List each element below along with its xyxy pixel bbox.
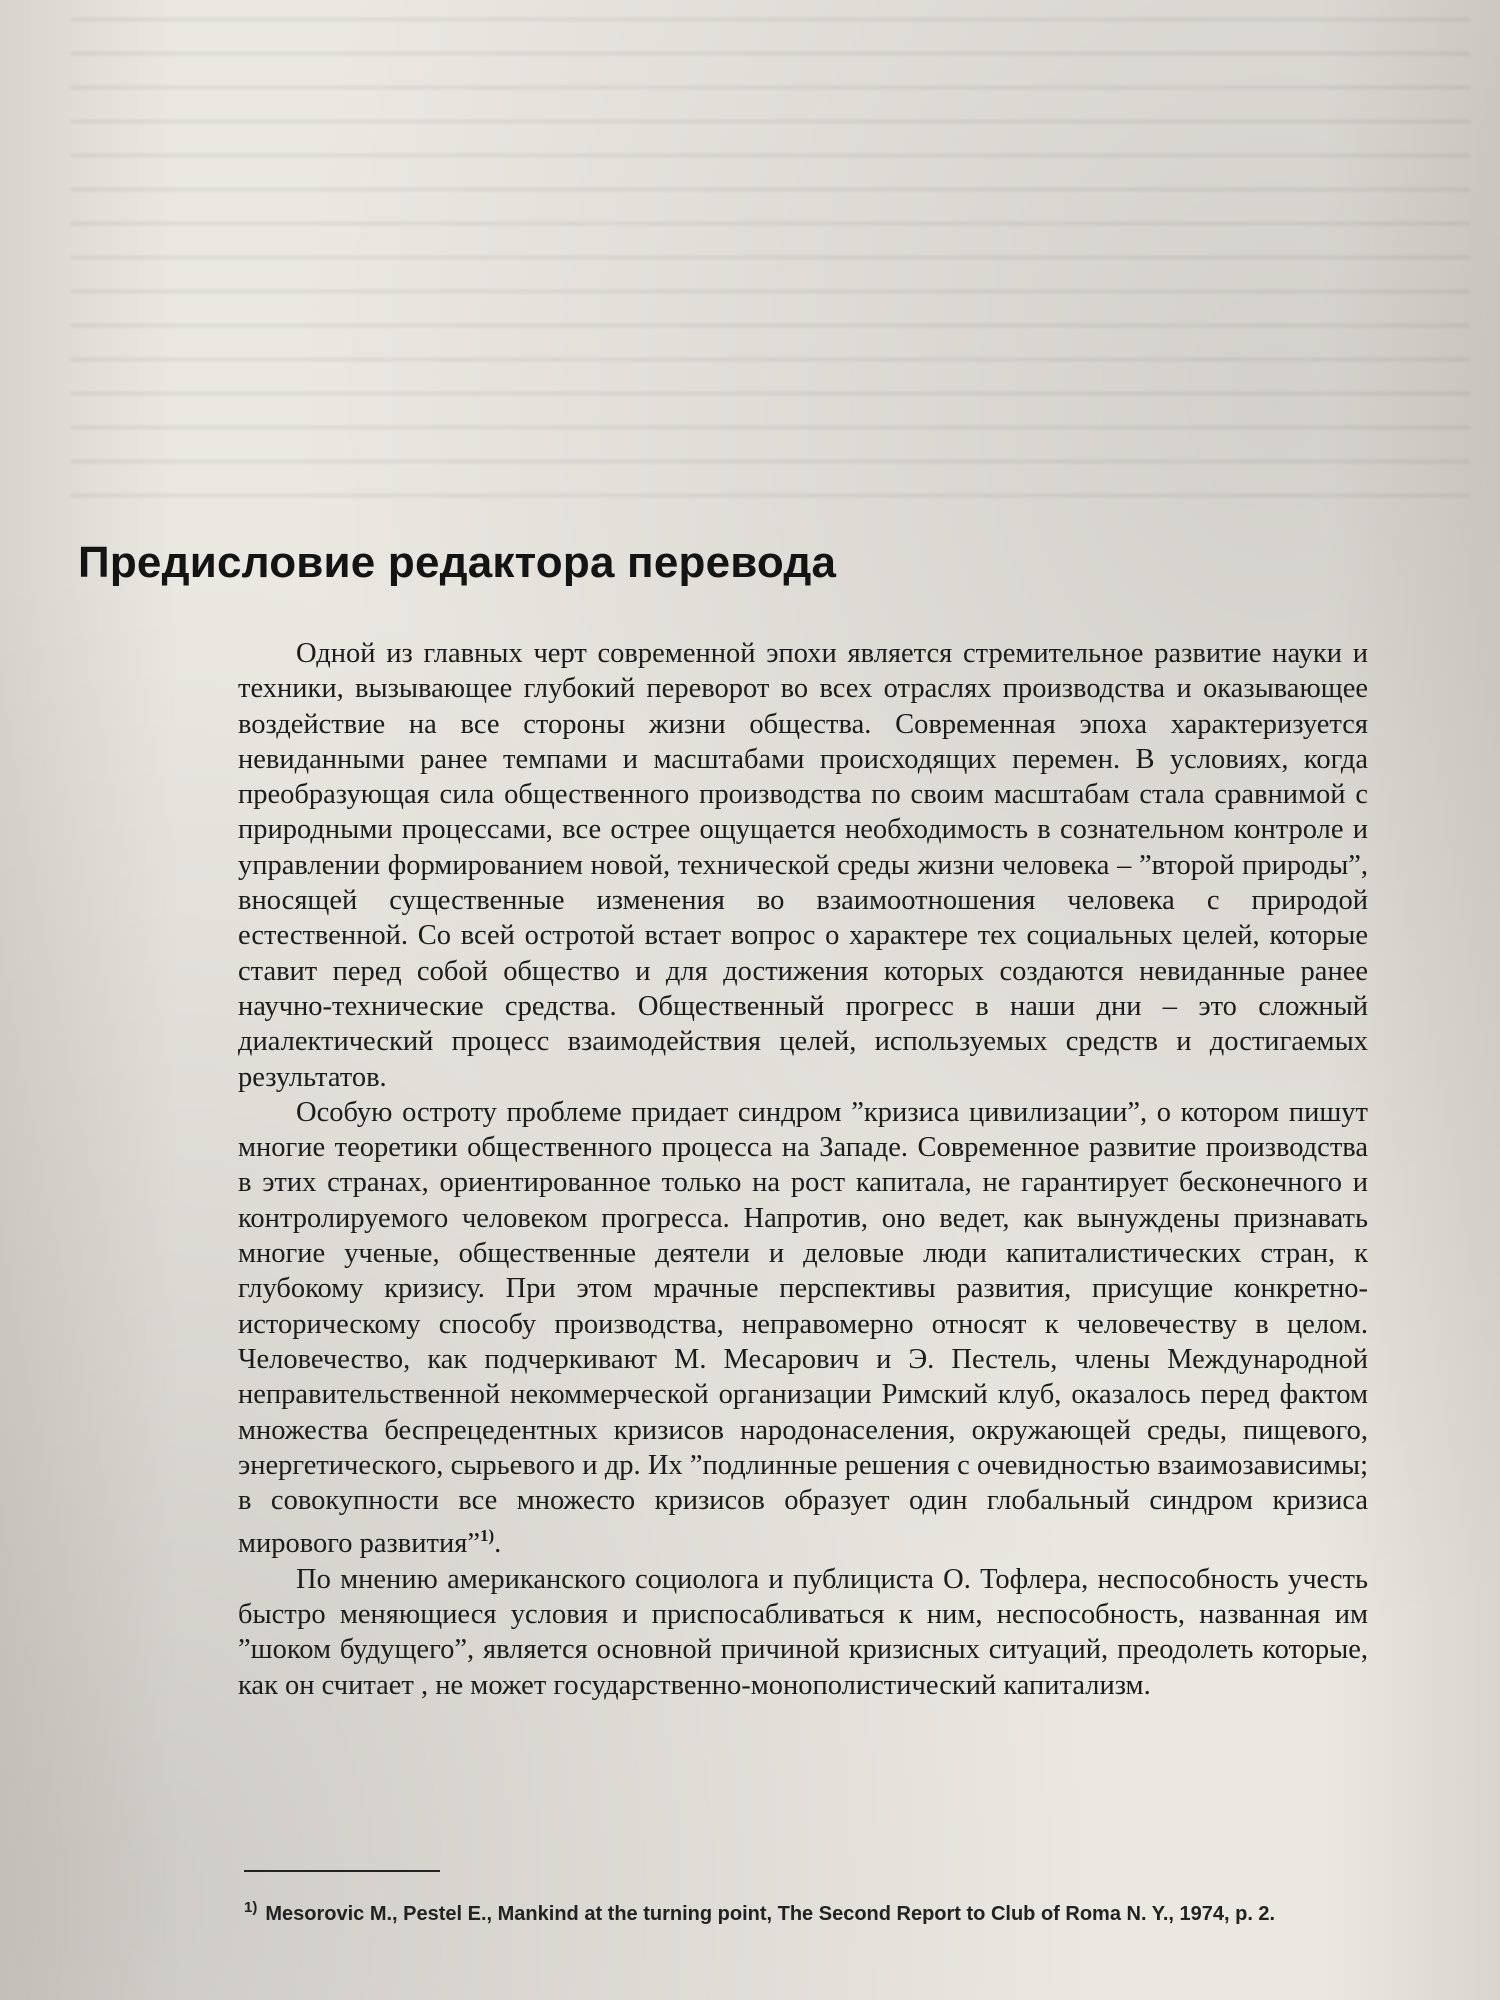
footnote-divider [244, 1870, 440, 1872]
footnote-mark: 1) [244, 1899, 258, 1916]
paragraph [238, 1562, 1368, 1703]
footnote-reference[interactable]: 1) [480, 1526, 495, 1546]
paragraph-text: Особую остроту проблеме придает синдром ”кризиса цивилизации”, о котором пишут многие теоретики общественного процесса на Западе. Современное развитие производства в этих странах, ориентированное только на рост капитала, не гарантирует бесконечного и контролируемого человеком прогресса. Напротив, оно ведет, как вынуждены признавать многие ученые, общественные деятели и деловые люди капиталистических стран, к глубокому кризису. При этом мрачные перспективы развития, присущие конкретно-историческому способу производства, неправомерно относят к человечеству в целом. Человечество, как подчеркивают М. Месарович и Э. Пестель, члены Международной неправительственной некоммерческой организации Римский клуб, оказалось перед фактом множества беспрецедентных кризисов народонаселения, окружающей среды, пищевого, энергетического, сырьевого и др. Их ”подлинные решения с очевидностью взаимозависимы; в совокупности все множесто кризисов образует один глобальный синдром кризиса мирового развития” [238, 1096, 1368, 1560]
paragraph [238, 636, 1368, 1095]
paragraph-text: По мнению американского социолога и публициста О. Тофлера, неспособность учесть быстро меняющиеся условия и приспосабливаться к ним, неспособность, названная им ”шоком будущего”, является основной причиной кризисных ситуаций, преодолеть которые, как он считает , не может государственно-монополистический капитализм. [238, 1563, 1368, 1701]
paragraph-tail: . [494, 1528, 502, 1560]
paragraph-text: Одной из главных черт современной эпохи является стремительное развитие науки и техники, вызывающее глубокий переворот во всех отраслях производства и оказывающее воздействие на все стороны жизни общества. Современная эпоха характеризуется невиданными ранее темпами и масштабами происходящих перемен. В условиях, когда преобразующая сила общественного производства по своим масштабам стала сравнимой с природными процессами, все острее ощущается необходимость в сознательном контроле и управлении формированием новой, технической среды жизни человека – ”второй природы”, вносящей существенные изменения во взаимоотношения человека с природой естественной. Со всей остротой встает вопрос о характере тех социальных целей, которые ставит перед собой общество и для достижения которых создаются невиданные ранее научно-технические средства. Общественный прогресс в наши дни – это сложный диалектический процесс взаимодействия целей, используемых средств и достигаемых результатов. [238, 638, 1368, 1093]
footnote-text: Mesorovic M., Pestel E., Mankind at the turning point, The Second Report to Club of Roma N. Y., 1974, p. 2. [265, 1903, 1276, 1925]
paragraph [238, 1095, 1368, 1562]
footnote [244, 1892, 1394, 1930]
page-heading: Предисловие редактора перевода [78, 538, 837, 587]
body-text [238, 636, 1368, 1703]
bleed-through-text [0, 0, 1500, 560]
